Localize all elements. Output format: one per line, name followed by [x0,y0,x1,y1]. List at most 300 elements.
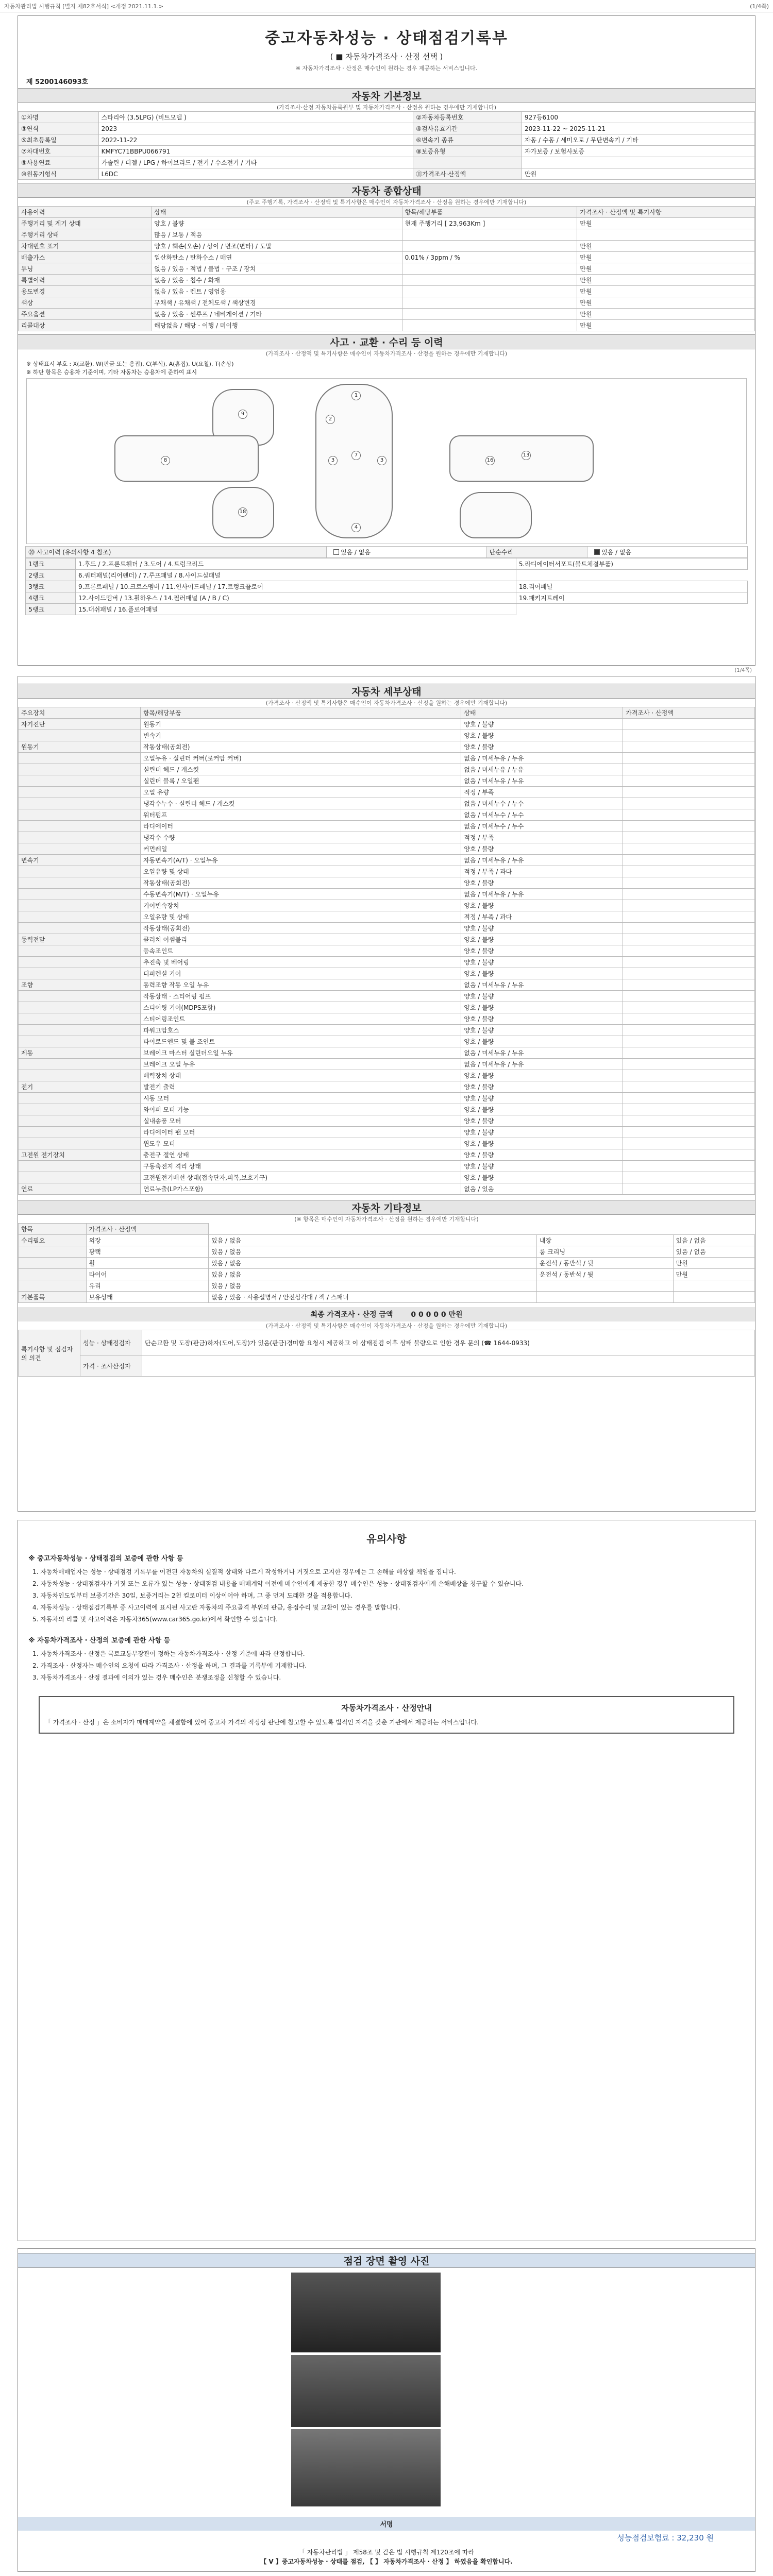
device-label [19,787,141,798]
part-label: 실린더 헤드 / 개스킷 [140,764,461,775]
table-row [19,991,755,1002]
notice-item: 3. 자동차인도일부터 보증기간은 30일, 보증거리는 2천 킬로미터 이상이어야 하며, 그 중 먼저 도래한 것을 적용합니다. [32,1592,352,1599]
table-row [19,252,755,263]
field-value: 927등6100 [522,112,755,123]
part-status: 양호 / 불량 [461,1093,623,1104]
device-label [19,1070,141,1081]
table-row [19,1269,755,1280]
part-status: 양호 / 불량 [461,957,623,968]
part-status: 양호 / 불량 [461,923,623,934]
checkbox-icon [594,549,600,555]
column-header: 주요장치 [19,707,141,719]
field-value: 스타리아 (3.5LPG) (비트모델 ) [98,112,413,123]
part-label: 오일유량 및 상태 [140,866,461,877]
part-label: 실내송풍 모터 [140,1115,461,1127]
table-row [19,1104,755,1115]
device-label [19,1036,141,1047]
column-header: 항목/해당부품 [140,707,461,719]
table-row [19,123,755,134]
device-label [19,991,141,1002]
item-value: 만원 [577,252,755,263]
column-header: 가격조사 · 산정액 [623,707,755,719]
column-header: 사용이력 [19,207,152,218]
inspection-photo-lift [291,2429,441,2506]
part-status: 없음 / 미세누유 / 누유 [461,889,623,900]
price-cell [623,889,755,900]
part-label: 브레이크 오일 누유 [140,1059,461,1070]
inspection-photo-rear [291,2273,441,2352]
table-row [19,1292,755,1303]
accident-history-label: ⑳ 사고이력 (유의사항 4 참조) [26,547,327,558]
item-label: 배출가스 [19,252,152,263]
device-label [19,1172,141,1183]
part-status: 없음 / 미세누수 / 누수 [461,798,623,809]
field-value: KMFYC71BBPU066791 [98,146,413,157]
part-status: 양호 / 불량 [461,968,623,979]
inspection-page-2 [18,676,755,1512]
device-label [19,1093,141,1104]
photo-section-title: 점검 장면 촬영 사진 [18,2253,755,2268]
table-row [19,911,755,923]
part-status: 없음 / 미세누유 / 누유 [461,1059,623,1070]
part-label: 추진축 및 베어링 [140,957,461,968]
price-cell [623,821,755,832]
item-value [402,229,577,241]
part-status: 적정 / 부족 / 과다 [461,911,623,923]
field-label: ⑤최초등록일 [19,134,99,146]
table-row [19,1115,755,1127]
part-status: 양호 / 불량 [461,1127,623,1138]
field-label [413,157,522,168]
price-cell [623,1161,755,1172]
part-label: 라디에이터 [140,821,461,832]
other-cell: 있음 / 없음 [209,1280,537,1292]
other-info-note: (※ 항목은 매수인이 자동차가격조사 · 산정을 원하는 경우에만 기재합니다) [294,1216,479,1223]
other-info-title: 자동차 기타정보 [18,1200,755,1215]
price-cell [623,877,755,889]
table-row [19,877,755,889]
part-label: 라디에이터 팬 모터 [140,1127,461,1138]
price-cell [623,1115,755,1127]
rank-parts: 18.리어패널 [516,581,747,592]
simple-repair-options: 있음 / 없음 [601,549,632,556]
detail-status-title: 자동차 세부상태 [18,684,755,699]
part-marker: 18 [238,507,247,517]
table-row [19,1149,755,1161]
part-label: 동력조향 작동 오일 누유 [140,979,461,991]
table-row [26,581,747,592]
device-label [19,821,141,832]
rank-parts: 6.쿼터패널(리어펜더) / 7.루프패널 / 8.사이드실패널 [76,570,516,581]
device-label [19,764,141,775]
part-status: 양호 / 불량 [461,719,623,730]
part-label: 연료누출(LP가스포함) [140,1183,461,1195]
table-row [19,923,755,934]
part-label: 구동축전지 격리 상태 [140,1161,461,1172]
overall-status-table [18,206,755,331]
item-value: 없음 / 있음 · 렌트 / 영업용 [152,286,402,297]
price-cell [623,753,755,764]
table-row [19,1183,755,1195]
table-row [19,1093,755,1104]
other-cell: 기본품목 [19,1292,87,1303]
rank-label: 2랭크 [26,570,76,581]
part-status: 적정 / 부족 / 과다 [461,866,623,877]
device-label [19,957,141,968]
part-marker: 3 [328,456,338,465]
other-cell: 있음 / 없음 [209,1246,537,1258]
price-cell [623,730,755,741]
item-value: 만원 [577,275,755,286]
notice-item: 1. 자동차가격조사 · 산정은 국토교통부장관이 정하는 자동차가격조사 · 산정 기준에 따라 산정합니다. [32,1650,305,1657]
field-label: ⑦차대번호 [19,146,99,157]
part-label: 와이퍼 모터 기능 [140,1104,461,1115]
device-label [19,1025,141,1036]
part-status: 없음 / 미세누유 / 누유 [461,979,623,991]
other-cell [19,1269,87,1280]
basic-info-title: 자동차 기본정보 [18,88,755,103]
price-cell [623,1081,755,1093]
simple-repair-value [587,547,748,558]
table-row [19,241,755,252]
part-status: 양호 / 불량 [461,1070,623,1081]
item-value [577,229,755,241]
column-header: 항목 [19,1224,87,1235]
table-row [19,168,755,180]
table-row [19,957,755,968]
table-row [19,866,755,877]
document-title: 중고자동차성능 · 상태점검기록부 [264,29,508,47]
part-label: 발전기 출력 [140,1081,461,1093]
device-label [19,1002,141,1013]
notice-item: 2. 자동차성능 · 상태점검자가 거짓 또는 오류가 있는 성능 · 상태점검 내용을 매매계약 이전에 매수인에게 제공한 경우 매수인은 성능 · 상태점검자에게 손해배상을 청구할 수 있습니다. [32,1580,524,1587]
final-price-note: (가격조사 · 산정액 및 특기사항은 매수인이 자동차가격조사 · 산정을 원하는 경우에만 기재합니다) [265,1323,508,1329]
other-cell [19,1280,87,1292]
item-label: 튜닝 [19,263,152,275]
table-row [19,889,755,900]
table-row [26,570,747,581]
inspection-page-1 [18,15,755,673]
device-label [19,730,141,741]
field-label: ②자동차등록번호 [413,112,522,123]
item-value: 만원 [577,286,755,297]
part-label: 변속기 [140,730,461,741]
part-marker: 2 [326,415,335,424]
item-value: 없음 / 있음 · 적법 / 불법 · 구조 / 장치 [152,263,402,275]
part-status: 없음 / 있음 [461,1183,623,1195]
part-label: 작동상태(공회전) [140,923,461,934]
certification-line-2: 【 V 】중고자동차성능 · 상태를 점검, 【 】 자동차가격조사 · 산정 】 하였음을 확인합니다. [260,2558,513,2565]
warranty-heading: ※ 중고자동차성능 · 상태점검의 보증에 관한 사항 등 [28,1555,183,1563]
field-value: 만원 [522,168,755,180]
signature-label: 서명 [18,2517,755,2531]
device-label: 전기 [19,1081,141,1093]
part-label: 충전구 절연 상태 [140,1149,461,1161]
insurance-fee: 성능점검보험료 : 32,230 원 [617,2533,714,2543]
part-label: 스티어링조인트 [140,1013,461,1025]
part-label: 파워고압호스 [140,1025,461,1036]
device-label [19,753,141,764]
table-row [19,1081,755,1093]
part-label: 기어변속장치 [140,900,461,911]
device-label: 자기진단 [19,719,141,730]
part-label: 오일유량 및 상태 [140,911,461,923]
price-cell [623,787,755,798]
field-value: 자가보증 / 보험사보증 [522,146,755,157]
item-value: 없음 / 있음 · 썬루프 / 네비게이션 / 기타 [152,309,402,320]
device-label [19,900,141,911]
other-cell: 있음 / 없음 [209,1269,537,1280]
price-cell [623,719,755,730]
car-right-side-view [449,435,594,482]
device-label: 동력전달 [19,934,141,945]
other-cell: 운전석 / 동반석 / 뒷 [536,1258,673,1269]
table-row [19,1025,755,1036]
price-cell [623,900,755,911]
item-value: 만원 [577,218,755,229]
device-label [19,866,141,877]
part-label: 자동변속기(A/T) · 오일누유 [140,855,461,866]
table-row [19,1059,755,1070]
price-cell [623,1172,755,1183]
rank-label: 4랭크 [26,592,76,604]
part-status: 양호 / 불량 [461,945,623,957]
item-label: 주행거리 상태 [19,229,152,241]
part-status: 양호 / 불량 [461,877,623,889]
device-label [19,1104,141,1115]
device-label [19,775,141,787]
device-label [19,911,141,923]
other-cell: 광택 [86,1246,208,1258]
rank-parts: 15.대쉬패널 / 16.플로어패널 [76,604,516,615]
rank-parts: 5.라디에이터서포트(볼트체결부품) [516,558,747,570]
status-symbol-legend: ※ 상태표시 부호 : X(교환), W(판금 또는 용접), C(부식), A(흠집), U(요철), T(손상) [26,361,234,367]
table-row [19,979,755,991]
overall-status-note: (주요 주행기록, 가격조사 · 산정액 및 특기사항은 매수인이 자동차가격조사 · 산정을 원하는 경우에만 기재합니다) [246,199,527,206]
part-marker: 4 [351,523,361,532]
column-header: 항목/해당부품 [402,207,577,218]
part-label: 시동 모터 [140,1093,461,1104]
table-row [19,1036,755,1047]
appraisal-info-text: 「 가격조사 · 산정 」은 소비자가 매매계약을 체결함에 있어 중고차 가격의 적정성 판단에 참고할 수 있도록 법적인 자격을 갖춘 기관에서 제공하는 서비스입니다. [45,1719,479,1726]
item-value [402,241,577,252]
part-status: 양호 / 불량 [461,1025,623,1036]
device-label: 제동 [19,1047,141,1059]
document-note: ※ 자동차가격조사 · 산정은 매수인이 원하는 경우 제공하는 서비스입니다. [295,65,478,72]
accident-history-value [327,547,486,558]
part-status: 없음 / 미세누유 / 누유 [461,764,623,775]
inspector-label: 성능 · 상태점검자 [80,1330,142,1356]
detail-status-note: (가격조사 · 산정액 및 특기사항은 매수인이 자동차가격조사 · 산정을 원하는 경우에만 기재합니다) [265,700,508,706]
table-row [19,1013,755,1025]
part-status: 양호 / 불량 [461,1002,623,1013]
item-value: 만원 [577,297,755,309]
other-cell [536,1280,673,1292]
appraisal-info-box [39,1696,734,1734]
price-cell [623,855,755,866]
price-cell [623,764,755,775]
table-row [19,320,755,331]
device-label [19,889,141,900]
table-row [19,855,755,866]
item-value: 해당없음 / 해당 · 이행 / 미이행 [152,320,402,331]
item-value: 없음 / 있음 · 침수 / 화재 [152,275,402,286]
field-value: 2022-11-22 [98,134,413,146]
other-cell: 수리필요 [19,1235,87,1246]
part-status: 적정 / 부족 [461,787,623,798]
part-status: 없음 / 미세누유 / 누유 [461,1047,623,1059]
other-cell: 있음 / 없음 [209,1258,537,1269]
price-cell [623,1093,755,1104]
device-label [19,1115,141,1127]
column-header: 가격조사 · 산정액 및 특기사항 [577,207,755,218]
accident-history-note: (가격조사 · 산정액 및 특기사항은 매수인이 자동차가격조사 · 산정을 원하는 경우에만 기재합니다) [265,350,508,357]
price-cell [623,1013,755,1025]
item-value: 양호 / 훼손(오손) / 상이 / 변조(변타) / 도말 [152,241,402,252]
part-label: 워터펌프 [140,809,461,821]
price-cell [623,1149,755,1161]
part-status: 적정 / 부족 [461,832,623,843]
table-row [19,146,755,157]
table-row [19,934,755,945]
part-status: 없음 / 미세누유 / 누유 [461,775,623,787]
table-row [26,604,747,615]
other-cell [673,1292,754,1303]
table-row [19,945,755,957]
item-value: 만원 [577,263,755,275]
item-label: 색상 [19,297,152,309]
table-row [19,1070,755,1081]
other-cell: 운전석 / 동반석 / 뒷 [536,1269,673,1280]
other-cell [19,1246,87,1258]
price-cell [623,1127,755,1138]
part-status: 양호 / 불량 [461,900,623,911]
vehicle-damage-diagram [26,378,747,544]
part-status: 양호 / 불량 [461,1161,623,1172]
table-row [19,730,755,741]
table-row [19,157,755,168]
device-label [19,843,141,855]
checkbox-icon [333,549,339,555]
part-status: 양호 / 불량 [461,991,623,1002]
item-value [402,309,577,320]
top-bar [0,0,773,12]
inspection-photo-underbody [291,2355,441,2427]
appraiser-remarks [142,1356,755,1377]
remarks-label: 특기사항 및 점검자의 의견 [19,1330,80,1377]
table-row [19,1002,755,1013]
other-cell: 휠 [86,1258,208,1269]
item-value: 일산화탄소 / 탄화수소 / 매연 [152,252,402,263]
accident-history-options: 있음 / 없음 [341,549,371,556]
rank-label: 5랭크 [26,604,76,615]
device-label [19,1127,141,1138]
field-value: 2023 [98,123,413,134]
table-row [19,1172,755,1183]
page-footer: (1/4쪽) [734,668,752,673]
part-marker: 3 [377,456,386,465]
remarks-table [18,1330,755,1377]
final-price-row [18,1307,755,1321]
other-cell [536,1292,673,1303]
appraisal-items [18,1649,755,1683]
appraisal-info-title: 자동차가격조사 · 산정안내 [341,1703,432,1713]
rank-parts: 1.후드 / 2.프론트휀더 / 3.도어 / 4.트렁크리드 [76,558,516,570]
part-marker: 13 [522,451,531,460]
device-label [19,1059,141,1070]
photo-page [18,2248,755,2572]
other-cell: 만원 [673,1258,754,1269]
notice-item: 5. 자동차의 리콜 및 사고이력은 자동차365(www.car365.go.kr)에서 확인할 수 있습니다. [32,1616,278,1623]
item-value: 만원 [577,309,755,320]
item-value: 무채색 / 유채색 / 전체도색 / 색상변경 [152,297,402,309]
final-price-value: 0 0 0 0 0 만원 [411,1311,463,1319]
part-marker: 7 [351,451,361,460]
warranty-items [18,1567,755,1624]
field-value [522,157,755,168]
table-row [19,1280,755,1292]
notice-item: 1. 자동차매매업자는 성능 · 상태점검 기록부를 이전된 자동차의 실질적 상태와 다르게 작성하거나 거짓으로 고지한 경우에는 그 손해를 배상할 책임을 집니다. [32,1568,456,1575]
price-cell [623,979,755,991]
table-row [19,843,755,855]
price-cell [623,809,755,821]
table-row [19,832,755,843]
column-header: 가격조사 · 산정액 [86,1224,208,1235]
rank-parts: 19.패키지트레이 [516,592,747,604]
form-reference: 자동차관리법 시행규칙 [별지 제82호서식] <개정 2021.11.1.> [4,3,164,10]
device-label [19,1161,141,1172]
part-marker: 16 [485,456,495,465]
device-label [19,1138,141,1149]
part-label: 디퍼렌셜 기어 [140,968,461,979]
price-cell [623,1025,755,1036]
field-value: 2023-11-22 ~ 2025-11-21 [522,123,755,134]
field-label: ③연식 [19,123,99,134]
part-label: 오일누유 · 실린더 커버(로커암 커버) [140,753,461,764]
document-number: 제 5200146093호 [26,78,89,86]
part-status: 양호 / 불량 [461,1081,623,1093]
table-row [19,134,755,146]
document-subtitle: ( ■ 자동차가격조사 · 산정 선택 ) [330,52,443,61]
part-status: 없음 / 미세누수 / 누수 [461,809,623,821]
simple-repair-label: 단순수리 [486,547,587,558]
inspector-remarks: 단순교환 및 도장(판금)하자(도어,도장)가 있음(판금)경미함 요청시 제공하고 이 상태점검 이후 상태 불량으로 인한 경우 문의 (☎ 1644-0933) [142,1330,755,1356]
basic-info-table [18,111,755,180]
part-label: 등속조인트 [140,945,461,957]
other-cell: 만원 [673,1269,754,1280]
table-row [19,707,755,719]
price-cell [623,1070,755,1081]
price-cell [623,843,755,855]
table-row [19,787,755,798]
item-value: 0.01% / 3ppm / % [402,252,577,263]
document-header [18,16,755,72]
notice-item: 4. 자동차성능 · 상태점검기록부 중 사고이력에 표시된 사고란 자동차의 주요골격 부위의 판금, 용접수리 및 교환이 있는 경우를 말합니다. [32,1604,400,1611]
device-label [19,798,141,809]
table-row [19,309,755,320]
item-label: 리콜대상 [19,320,152,331]
price-cell [623,1104,755,1115]
other-cell: 있음 / 없음 [673,1246,754,1258]
rank-parts: 9.프론트패널 / 10.크로스멤버 / 11.인사이드패널 / 17.트렁크플로어 [76,581,516,592]
price-cell [623,775,755,787]
other-cell [19,1258,87,1269]
other-cell: 타이어 [86,1269,208,1280]
item-value: 현재 주행거리 [ 23,963Km ] [402,218,577,229]
table-row [19,775,755,787]
notice-page [18,1520,755,2241]
part-label: 오일 유량 [140,787,461,798]
